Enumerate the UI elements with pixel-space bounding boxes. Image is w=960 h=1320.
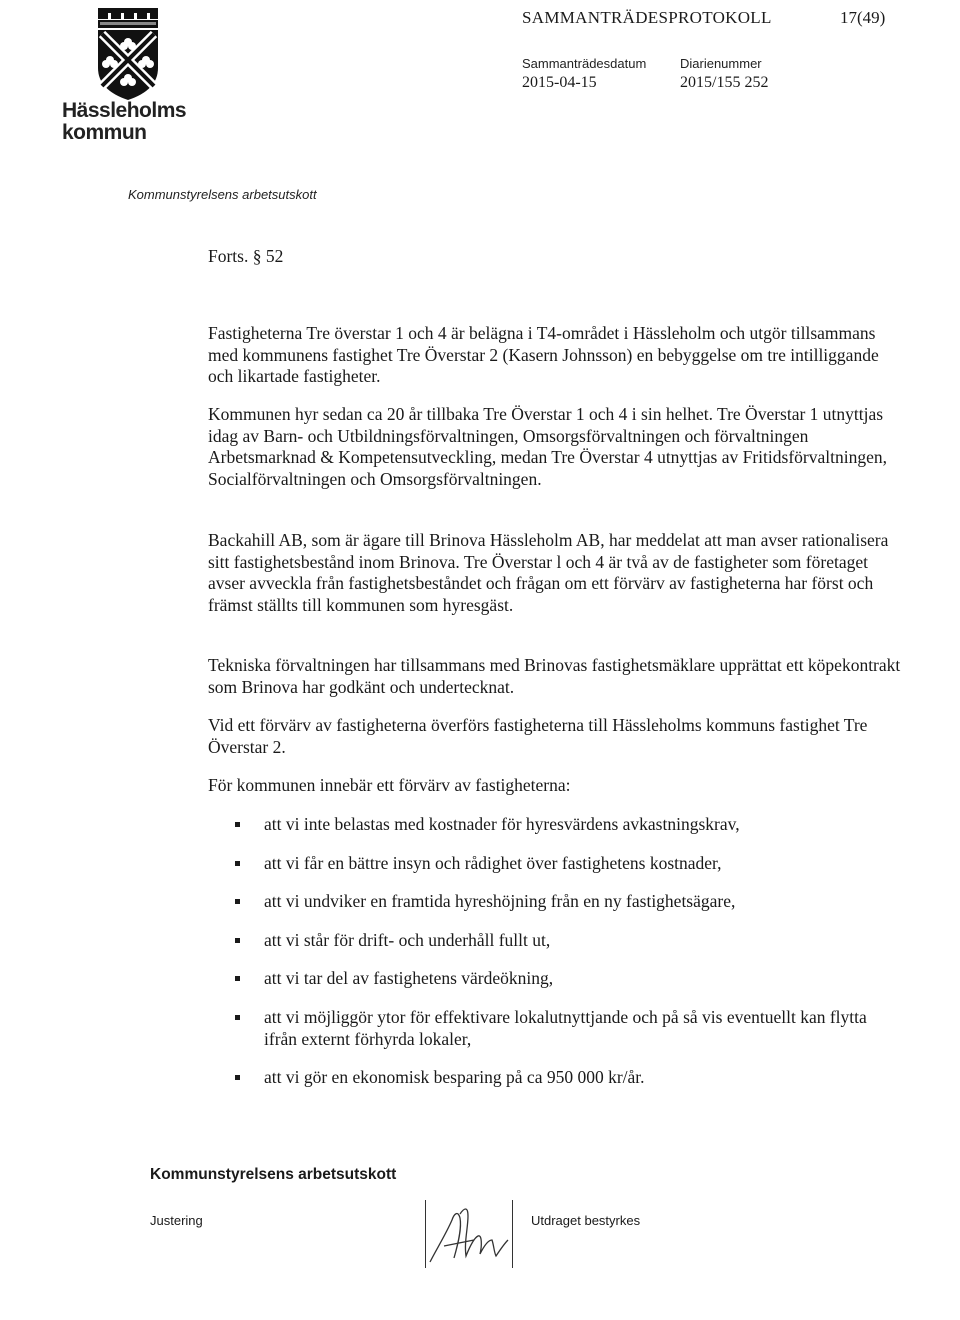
paragraph-text: För kommunen innebär ett förvärv av fastigheterna: [208,775,571,795]
certified-extract-label: Utdraget bestyrkes [531,1213,641,1228]
paragraph-text: Fastigheterna Tre överstar 1 och 4 är belägna i T4-området i Hässleholm och utgör tillsammans med kommunens fastighet Tre Överstar 2 (Kasern Johnsson) en bebyggelse om tre intilliggande och likartade fastigheter. [208,323,879,387]
benefits-list [234,814,894,1089]
justering-label: Justering [150,1213,203,1228]
section-heading-text: Forts. § 52 [208,246,284,266]
logo-text [62,100,186,144]
list-item: att vi tar del av fastighetens värdeökning, [234,968,894,990]
document-title: SAMMANTRÄDESPROTOKOLL [522,8,772,27]
signature-icon [424,1200,514,1270]
paragraph-3 [208,530,908,616]
list-item: att vi möjliggör ytor för effektivare lokalutnyttjande och på så vis eventuellt kan flytta ifrån externt förhyrda lokaler, [234,1007,894,1050]
coat-of-arms-icon [62,6,162,102]
paragraph-text: Tekniska förvaltningen har tillsammans med Brinovas fastighetsmäklare upprättat ett köpekontrakt som Brinova har godkänt och undertecknat. [208,655,901,697]
list-item: att vi står för drift- och underhåll fullt ut, [234,930,894,952]
paragraph-4 [208,655,908,698]
list-item: att vi gör en ekonomisk besparing på ca 950 000 kr/år. [234,1067,894,1089]
logo-text-line1: Hässleholms [62,99,187,122]
signature [424,1200,514,1270]
logo-text-line2: kommun [62,121,147,144]
page-number: 17(49) [840,8,886,27]
list-item: att vi får en bättre insyn och rådighet över fastighetens kostnader, [234,853,894,875]
register-number: 2015/155 252 [680,74,769,91]
paragraph-6 [208,775,908,797]
register-number-label: Diarienummer [680,56,762,71]
list-item: att vi inte belastas med kostnader för hyresvärdens avkastningskrav, [234,814,894,836]
footer-committee: Kommunstyrelsens arbetsutskott [150,1166,397,1183]
paragraph-1 [208,323,908,388]
paragraph-5 [208,715,908,758]
paragraph-text: Backahill AB, som är ägare till Brinova Hässleholm AB, har meddelat att man avser rationalisera sitt fastighetsbestånd inom Brinova. Tre Överstar l och 4 är två av de fastigheter som företaget avser avveckla från fastighetsbeståndet och frågan om ett förvärv av fastigheterna har först och främst ställts till kommunen som hyresgäst. [208,530,889,615]
list-item: att vi undviker en framtida hyreshöjning från en ny fastighetsägare, [234,891,894,913]
municipality-logo [62,6,212,107]
paragraph-2 [208,404,908,490]
paragraph-text: Vid ett förvärv av fastigheterna överförs fastigheterna till Hässleholms kommuns fastighet Tre Överstar 2. [208,715,868,757]
meeting-date: 2015-04-15 [522,74,597,91]
meeting-date-label: Sammanträdesdatum [522,56,647,71]
committee-name: Kommunstyrelsens arbetsutskott [128,187,317,202]
paragraph-text: Kommunen hyr sedan ca 20 år tillbaka Tre Överstar 1 och 4 i sin helhet. Tre Överstar 1 utnyttjas idag av Barn- och Utbildningsförvaltningen, Omsorgsförvaltningen och förvaltningen Arbetsmarknad & Kompetensutveckling, medan Tre Överstar 4 utnyttjas av Fritidsförvaltningen, Socialförvaltningen och Omsorgsförvaltningen. [208,404,887,489]
section-heading [208,246,908,268]
